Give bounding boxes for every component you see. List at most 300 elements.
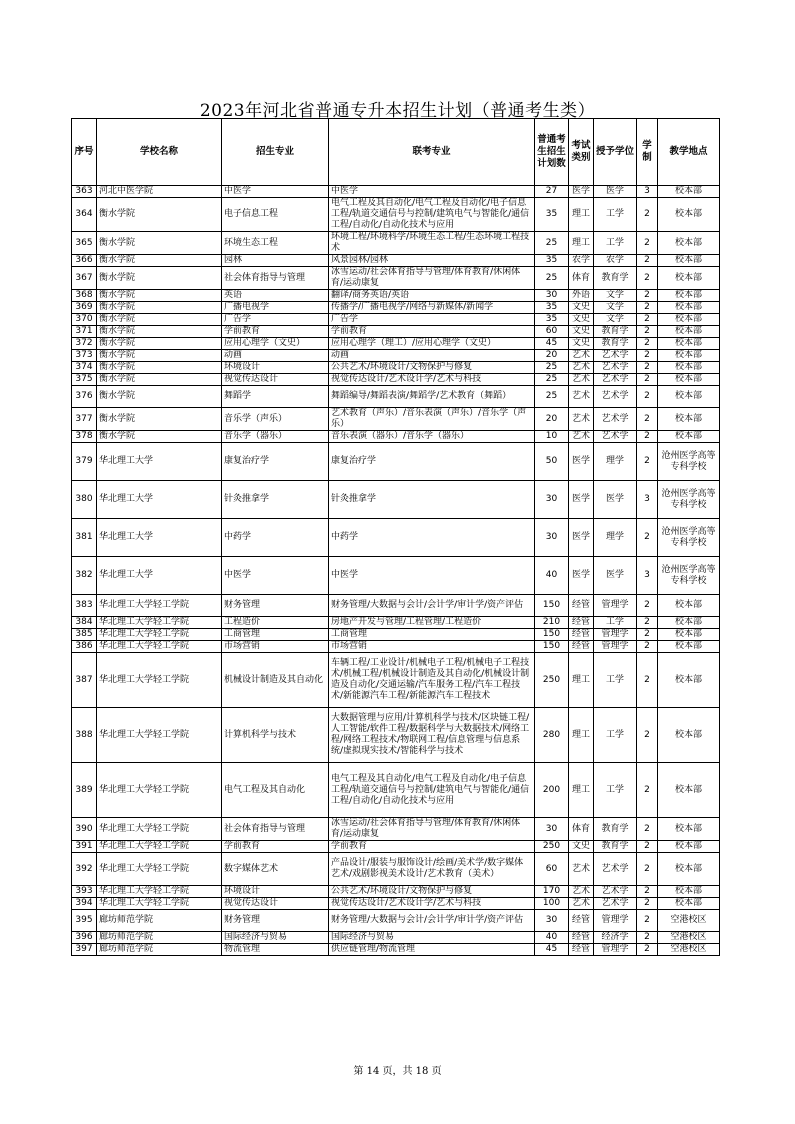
cell-years: 2 [637, 443, 658, 481]
cell-major: 视觉传达设计 [222, 374, 329, 386]
cell-related: 冰雪运动/社会体育指导与管理/体育教育/休闲体育/运动康复 [329, 818, 535, 841]
cell-no: 393 [72, 886, 97, 898]
cell-location: 校本部 [658, 653, 720, 708]
cell-no: 386 [72, 641, 97, 653]
cell-no: 384 [72, 617, 97, 629]
cell-plan: 50 [535, 443, 569, 481]
cell-major: 广播电视学 [222, 302, 329, 314]
cell-no: 368 [72, 290, 97, 302]
cell-degree: 理学 [594, 443, 637, 481]
cell-school: 华北理工大学轻工学院 [97, 595, 222, 617]
cell-plan: 280 [535, 708, 569, 763]
cell-category: 医学 [569, 519, 594, 557]
cell-no: 396 [72, 932, 97, 944]
cell-years: 2 [637, 374, 658, 386]
cell-no: 364 [72, 198, 97, 232]
cell-no: 369 [72, 302, 97, 314]
cell-location: 空港校区 [658, 910, 720, 932]
cell-degree: 工学 [594, 617, 637, 629]
table-row [72, 629, 720, 641]
table-row [72, 708, 720, 763]
cell-related: 产品设计/服装与服饰设计/绘画/美术学/数字媒体艺术/戏剧影视美术设计/艺术教育（美术） [329, 853, 535, 886]
cell-major: 中医学 [222, 186, 329, 198]
cell-school: 衡水学院 [97, 267, 222, 290]
cell-school: 衡水学院 [97, 232, 222, 255]
cell-years: 2 [637, 708, 658, 763]
cell-no: 379 [72, 443, 97, 481]
cell-related: 中医学 [329, 557, 535, 595]
cell-no: 383 [72, 595, 97, 617]
cell-plan: 200 [535, 763, 569, 818]
cell-degree: 文学 [594, 302, 637, 314]
cell-plan: 25 [535, 232, 569, 255]
cell-no: 394 [72, 898, 97, 910]
cell-degree: 管理学 [594, 641, 637, 653]
cell-category: 体育 [569, 818, 594, 841]
cell-school: 华北理工大学轻工学院 [97, 763, 222, 818]
cell-category: 理工 [569, 653, 594, 708]
cell-major: 针灸推拿学 [222, 481, 329, 519]
cell-school: 衡水学院 [97, 198, 222, 232]
cell-no: 366 [72, 255, 97, 267]
cell-related: 视觉传达设计/艺术设计学/艺术与科技 [329, 898, 535, 910]
cell-years: 2 [637, 595, 658, 617]
cell-related: 财务管理/大数据与会计/会计学/审计学/资产评估 [329, 910, 535, 932]
cell-school: 衡水学院 [97, 408, 222, 431]
cell-category: 艺术 [569, 853, 594, 886]
cell-plan: 10 [535, 431, 569, 443]
cell-years: 2 [637, 408, 658, 431]
cell-major: 环境生态工程 [222, 232, 329, 255]
cell-school: 衡水学院 [97, 326, 222, 338]
cell-years: 2 [637, 886, 658, 898]
cell-degree: 艺术学 [594, 386, 637, 408]
cell-no: 374 [72, 362, 97, 374]
cell-category: 理工 [569, 763, 594, 818]
table-row [72, 841, 720, 853]
cell-major: 英语 [222, 290, 329, 302]
cell-location: 校本部 [658, 350, 720, 362]
cell-no: 377 [72, 408, 97, 431]
cell-category: 医学 [569, 557, 594, 595]
table-row [72, 290, 720, 302]
cell-plan: 35 [535, 255, 569, 267]
cell-degree: 管理学 [594, 910, 637, 932]
cell-no: 375 [72, 374, 97, 386]
cell-category: 经管 [569, 595, 594, 617]
table-row [72, 641, 720, 653]
cell-degree: 工学 [594, 763, 637, 818]
cell-degree: 教育学 [594, 338, 637, 350]
cell-plan: 60 [535, 326, 569, 338]
table-row [72, 362, 720, 374]
cell-category: 文史 [569, 841, 594, 853]
cell-category: 经管 [569, 944, 594, 956]
cell-school: 衡水学院 [97, 350, 222, 362]
cell-degree: 教育学 [594, 841, 637, 853]
cell-plan: 25 [535, 386, 569, 408]
cell-plan: 45 [535, 944, 569, 956]
cell-no: 385 [72, 629, 97, 641]
cell-years: 2 [637, 853, 658, 886]
cell-plan: 30 [535, 818, 569, 841]
cell-years: 2 [637, 267, 658, 290]
cell-no: 365 [72, 232, 97, 255]
cell-location: 沧州医学高等专科学校 [658, 519, 720, 557]
cell-years: 2 [637, 629, 658, 641]
cell-no: 373 [72, 350, 97, 362]
cell-degree: 工学 [594, 653, 637, 708]
cell-school: 衡水学院 [97, 386, 222, 408]
cell-school: 华北理工大学 [97, 481, 222, 519]
cell-years: 2 [637, 431, 658, 443]
cell-category: 农学 [569, 255, 594, 267]
cell-category: 经管 [569, 629, 594, 641]
cell-major: 社会体育指导与管理 [222, 267, 329, 290]
cell-degree: 医学 [594, 481, 637, 519]
cell-degree: 理学 [594, 519, 637, 557]
cell-related: 中药学 [329, 519, 535, 557]
cell-category: 医学 [569, 186, 594, 198]
cell-school: 衡水学院 [97, 290, 222, 302]
cell-degree: 艺术学 [594, 431, 637, 443]
cell-degree: 管理学 [594, 595, 637, 617]
cell-major: 财务管理 [222, 910, 329, 932]
table-row [72, 186, 720, 198]
cell-major: 工商管理 [222, 629, 329, 641]
cell-location: 校本部 [658, 267, 720, 290]
cell-major: 音乐学（器乐） [222, 431, 329, 443]
cell-years: 2 [637, 232, 658, 255]
cell-location: 校本部 [658, 290, 720, 302]
cell-degree: 教育学 [594, 326, 637, 338]
cell-years: 2 [637, 386, 658, 408]
cell-related: 学前教育 [329, 326, 535, 338]
cell-plan: 60 [535, 853, 569, 886]
cell-major: 中医学 [222, 557, 329, 595]
cell-degree: 工学 [594, 708, 637, 763]
cell-location: 校本部 [658, 617, 720, 629]
cell-major: 康复治疗学 [222, 443, 329, 481]
cell-related: 工商管理 [329, 629, 535, 641]
cell-no: 397 [72, 944, 97, 956]
cell-years: 2 [637, 302, 658, 314]
cell-category: 艺术 [569, 408, 594, 431]
table-row [72, 932, 720, 944]
cell-school: 华北理工大学 [97, 557, 222, 595]
cell-school: 华北理工大学 [97, 519, 222, 557]
cell-degree: 文学 [594, 314, 637, 326]
cell-no: 395 [72, 910, 97, 932]
cell-school: 华北理工大学轻工学院 [97, 853, 222, 886]
cell-location: 校本部 [658, 898, 720, 910]
table-row [72, 617, 720, 629]
cell-location: 校本部 [658, 763, 720, 818]
cell-category: 体育 [569, 267, 594, 290]
cell-degree: 经济学 [594, 932, 637, 944]
cell-location: 校本部 [658, 255, 720, 267]
table-row [72, 595, 720, 617]
cell-related: 环境工程/环境科学/环境生态工程/生态环境工程技术 [329, 232, 535, 255]
cell-related: 动画 [329, 350, 535, 362]
cell-category: 艺术 [569, 350, 594, 362]
cell-school: 衡水学院 [97, 255, 222, 267]
cell-category: 艺术 [569, 374, 594, 386]
cell-years: 2 [637, 763, 658, 818]
table-row [72, 326, 720, 338]
cell-category: 文史 [569, 302, 594, 314]
cell-related: 冰雪运动/社会体育指导与管理/体育教育/休闲体育/运动康复 [329, 267, 535, 290]
cell-category: 文史 [569, 338, 594, 350]
page-footer: 第 14 页，共 18 页 [353, 1066, 442, 1077]
cell-plan: 45 [535, 338, 569, 350]
cell-no: 390 [72, 818, 97, 841]
cell-plan: 35 [535, 302, 569, 314]
table-row [72, 267, 720, 290]
table-row [72, 338, 720, 350]
cell-major: 广告学 [222, 314, 329, 326]
cell-major: 计算机科学与技术 [222, 708, 329, 763]
cell-degree: 农学 [594, 255, 637, 267]
cell-no: 363 [72, 186, 97, 198]
cell-years: 2 [637, 818, 658, 841]
cell-location: 校本部 [658, 408, 720, 431]
cell-major: 学前教育 [222, 841, 329, 853]
cell-related: 中医学 [329, 186, 535, 198]
cell-plan: 170 [535, 886, 569, 898]
table-row [72, 910, 720, 932]
cell-years: 2 [637, 362, 658, 374]
table-row [72, 198, 720, 232]
cell-school: 华北理工大学轻工学院 [97, 653, 222, 708]
cell-major: 市场营销 [222, 641, 329, 653]
cell-school: 衡水学院 [97, 314, 222, 326]
cell-degree: 艺术学 [594, 408, 637, 431]
cell-location: 校本部 [658, 314, 720, 326]
cell-major: 音乐学（声乐） [222, 408, 329, 431]
table-row [72, 653, 720, 708]
cell-related: 舞蹈编导/舞蹈表演/舞蹈学/艺术教育（舞蹈） [329, 386, 535, 408]
table-row [72, 350, 720, 362]
table-row [72, 232, 720, 255]
cell-category: 艺术 [569, 362, 594, 374]
cell-years: 2 [637, 290, 658, 302]
col-header-related: 联考专业 [329, 119, 535, 186]
cell-category: 理工 [569, 232, 594, 255]
cell-school: 廊坊师范学院 [97, 910, 222, 932]
cell-degree: 工学 [594, 232, 637, 255]
table-row [72, 886, 720, 898]
cell-no: 378 [72, 431, 97, 443]
cell-location: 校本部 [658, 198, 720, 232]
cell-location: 校本部 [658, 431, 720, 443]
table-row [72, 314, 720, 326]
cell-years: 2 [637, 314, 658, 326]
cell-plan: 25 [535, 267, 569, 290]
table-row [72, 408, 720, 431]
table-row [72, 374, 720, 386]
cell-years: 2 [637, 910, 658, 932]
cell-location: 校本部 [658, 362, 720, 374]
table-row [72, 818, 720, 841]
cell-no: 371 [72, 326, 97, 338]
cell-school: 衡水学院 [97, 302, 222, 314]
cell-plan: 30 [535, 481, 569, 519]
cell-school: 衡水学院 [97, 374, 222, 386]
cell-location: 校本部 [658, 232, 720, 255]
cell-years: 2 [637, 326, 658, 338]
cell-school: 廊坊师范学院 [97, 932, 222, 944]
cell-related: 广告学 [329, 314, 535, 326]
cell-plan: 30 [535, 290, 569, 302]
cell-major: 电子信息工程 [222, 198, 329, 232]
cell-degree: 教育学 [594, 267, 637, 290]
cell-school: 华北理工大学轻工学院 [97, 641, 222, 653]
cell-location: 校本部 [658, 886, 720, 898]
cell-location: 沧州医学高等专科学校 [658, 443, 720, 481]
cell-school: 华北理工大学轻工学院 [97, 841, 222, 853]
cell-years: 2 [637, 653, 658, 708]
cell-plan: 40 [535, 932, 569, 944]
cell-plan: 150 [535, 629, 569, 641]
table-row [72, 481, 720, 519]
cell-major: 社会体育指导与管理 [222, 818, 329, 841]
cell-major: 舞蹈学 [222, 386, 329, 408]
cell-related: 财务管理/大数据与会计/会计学/审计学/资产评估 [329, 595, 535, 617]
cell-major: 电气工程及其自动化 [222, 763, 329, 818]
cell-related: 康复治疗学 [329, 443, 535, 481]
enrollment-plan-table [71, 118, 720, 956]
cell-no: 382 [72, 557, 97, 595]
cell-related: 大数据管理与应用/计算机科学与技术/区块链工程/人工智能/软件工程/数据科学与大数据技术/网络工程/网络工程技术/物联网工程/信息管理与信息系统/虚拟现实技术/智能科学与技术 [329, 708, 535, 763]
cell-degree: 医学 [594, 186, 637, 198]
col-header-location: 教学地点 [658, 119, 720, 186]
cell-major: 视觉传达设计 [222, 898, 329, 910]
cell-no: 370 [72, 314, 97, 326]
cell-degree: 艺术学 [594, 350, 637, 362]
cell-major: 应用心理学（文史） [222, 338, 329, 350]
cell-location: 校本部 [658, 629, 720, 641]
cell-degree: 教育学 [594, 818, 637, 841]
cell-no: 367 [72, 267, 97, 290]
table-row [72, 255, 720, 267]
cell-related: 针灸推拿学 [329, 481, 535, 519]
cell-years: 3 [637, 186, 658, 198]
cell-related: 公共艺术/环境设计/文物保护与修复 [329, 362, 535, 374]
cell-major: 动画 [222, 350, 329, 362]
cell-school: 华北理工大学轻工学院 [97, 898, 222, 910]
cell-school: 廊坊师范学院 [97, 944, 222, 956]
cell-plan: 150 [535, 641, 569, 653]
cell-no: 391 [72, 841, 97, 853]
cell-plan: 35 [535, 314, 569, 326]
cell-major: 工程造价 [222, 617, 329, 629]
page-title: 2023年河北省普通专升本招生计划（普通考生类） [199, 101, 596, 121]
cell-degree: 艺术学 [594, 362, 637, 374]
cell-no: 380 [72, 481, 97, 519]
cell-years: 2 [637, 255, 658, 267]
table-row [72, 443, 720, 481]
cell-category: 经管 [569, 617, 594, 629]
cell-no: 387 [72, 653, 97, 708]
table-row [72, 557, 720, 595]
cell-degree: 艺术学 [594, 886, 637, 898]
cell-degree: 工学 [594, 198, 637, 232]
cell-no: 372 [72, 338, 97, 350]
cell-related: 视觉传达设计/艺术设计学/艺术与科技 [329, 374, 535, 386]
cell-location: 校本部 [658, 595, 720, 617]
cell-years: 2 [637, 944, 658, 956]
cell-category: 艺术 [569, 431, 594, 443]
cell-school: 华北理工大学轻工学院 [97, 886, 222, 898]
cell-location: 校本部 [658, 641, 720, 653]
cell-years: 2 [637, 841, 658, 853]
col-header-plan: 普通考生招生计划数 [535, 119, 569, 186]
table-row [72, 898, 720, 910]
cell-major: 财务管理 [222, 595, 329, 617]
cell-degree: 管理学 [594, 944, 637, 956]
cell-plan: 30 [535, 910, 569, 932]
cell-years: 3 [637, 481, 658, 519]
cell-major: 学前教育 [222, 326, 329, 338]
col-header-major: 招生专业 [222, 119, 329, 186]
cell-years: 2 [637, 932, 658, 944]
cell-category: 经管 [569, 910, 594, 932]
table-row [72, 519, 720, 557]
cell-location: 校本部 [658, 374, 720, 386]
cell-plan: 250 [535, 841, 569, 853]
cell-category: 理工 [569, 198, 594, 232]
cell-major: 园林 [222, 255, 329, 267]
cell-plan: 25 [535, 374, 569, 386]
cell-related: 电气工程及其自动化/电气工程及自动化/电子信息工程/轨道交通信号与控制/建筑电气与智能化/通信工程/自动化/自动化技术与应用 [329, 198, 535, 232]
cell-related: 供应链管理/物流管理 [329, 944, 535, 956]
cell-related: 电气工程及其自动化/电气工程及自动化/电子信息工程/轨道交通信号与控制/建筑电气与智能化/通信工程/自动化/自动化技术与应用 [329, 763, 535, 818]
cell-plan: 100 [535, 898, 569, 910]
cell-category: 文史 [569, 326, 594, 338]
cell-category: 艺术 [569, 386, 594, 408]
cell-no: 392 [72, 853, 97, 886]
cell-location: 校本部 [658, 818, 720, 841]
cell-no: 388 [72, 708, 97, 763]
cell-years: 2 [637, 641, 658, 653]
col-header-category: 考试类别 [569, 119, 594, 186]
cell-degree: 医学 [594, 557, 637, 595]
table-row [72, 763, 720, 818]
cell-related: 市场营销 [329, 641, 535, 653]
cell-related: 应用心理学（理工）/应用心理学（文史） [329, 338, 535, 350]
cell-years: 2 [637, 898, 658, 910]
cell-location: 校本部 [658, 841, 720, 853]
cell-category: 艺术 [569, 886, 594, 898]
cell-plan: 25 [535, 362, 569, 374]
cell-location: 空港校区 [658, 932, 720, 944]
cell-years: 2 [637, 519, 658, 557]
cell-related: 公共艺术/环境设计/文物保护与修复 [329, 886, 535, 898]
cell-category: 外语 [569, 290, 594, 302]
cell-category: 经管 [569, 932, 594, 944]
cell-category: 医学 [569, 481, 594, 519]
col-header-no: 序号 [72, 119, 97, 186]
cell-location: 空港校区 [658, 944, 720, 956]
cell-related: 传播学/广播电视学/网络与新媒体/新闻学 [329, 302, 535, 314]
cell-plan: 35 [535, 198, 569, 232]
table-row [72, 386, 720, 408]
cell-category: 文史 [569, 314, 594, 326]
cell-school: 华北理工大学轻工学院 [97, 629, 222, 641]
cell-degree: 艺术学 [594, 853, 637, 886]
cell-related: 学前教育 [329, 841, 535, 853]
